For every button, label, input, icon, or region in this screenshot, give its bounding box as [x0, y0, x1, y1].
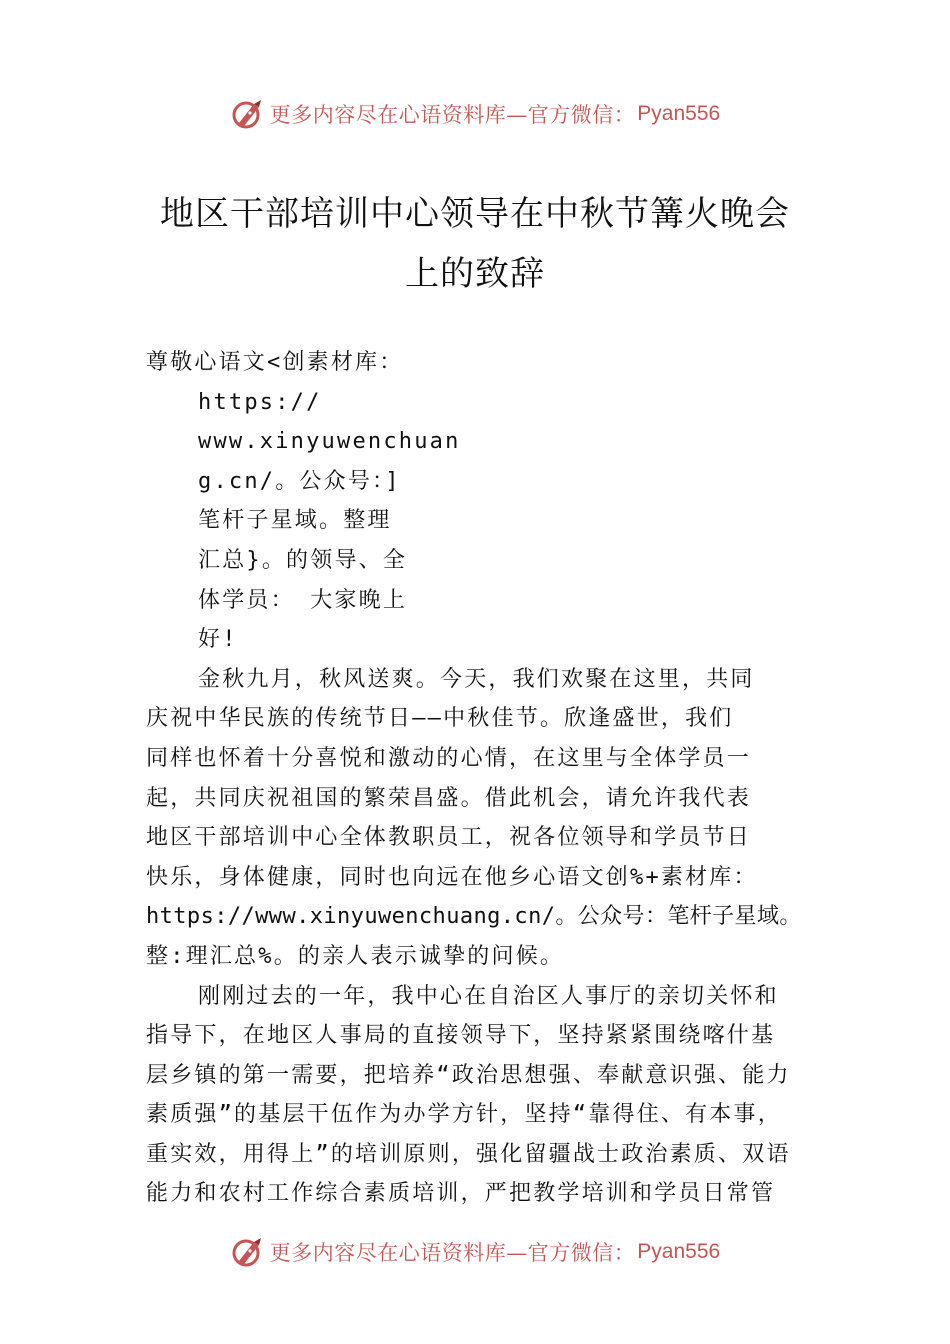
document-title-line-2: 上的致辞	[405, 254, 545, 294]
body-line: 能力和农村工作综合素质培训，严把教学培训和学员日常管	[146, 1181, 776, 1207]
body-line: 刚刚过去的一年，我中心在自治区人事厅的亲切关怀和	[198, 983, 779, 1009]
banner-wechat-id: Pyan556	[637, 1240, 721, 1263]
banner-wechat-id: Pyan556	[637, 102, 721, 125]
body-line: 指导下，在地区人事局的直接领导下，坚持紧紧围绕喀什基	[146, 1023, 776, 1049]
banner-text: 更多内容尽在心语资料库—官方微信：	[269, 103, 636, 127]
pen-nib-circle-icon	[230, 97, 264, 131]
document-body	[146, 343, 836, 1214]
footer-watermark-banner	[0, 1230, 950, 1274]
body-line: 同样也怀着十分喜悦和激动的心情，在这里与全体学员一	[146, 745, 752, 771]
body-line: 金秋九月，秋风送爽。今天，我们欢聚在这里，共同	[198, 666, 755, 692]
body-line: 整:理汇总%。的亲人表示诚挚的问候。	[146, 943, 565, 969]
body-line: https://www.xinyuwenchuang.cn/。公众号：笔杆子星域。	[146, 904, 802, 930]
body-line: 汇总}。的领导、全	[198, 547, 408, 573]
body-line: 快乐，身体健康，同时也向远在他乡心语文创%+素材库：	[146, 864, 758, 890]
body-line: 素质强”的基层干伍作为办学方针，坚持“靠得住、有本事，	[146, 1102, 782, 1128]
header-watermark-banner	[0, 92, 950, 136]
body-line: 起，共同庆祝祖国的繁荣昌盛。借此机会，请允许我代表	[146, 785, 752, 811]
body-line: 尊敬心语文<创素材库：	[146, 350, 404, 375]
banner-text: 更多内容尽在心语资料库—官方微信：	[269, 1241, 636, 1265]
body-line: 重实效，用得上”的培训原则，强化留疆战士政治素质、双语	[146, 1141, 791, 1167]
body-line: 层乡镇的第一需要，把培养“政治思想强、奉献意识强、能力	[146, 1062, 791, 1088]
pen-nib-circle-icon	[230, 1235, 264, 1269]
body-line: 体学员： 大家晚上	[198, 587, 408, 613]
body-line: www.xinyuwenchuan	[198, 429, 461, 455]
body-line: 好!	[198, 627, 238, 653]
body-line: g.cn/。公众号：]	[198, 468, 401, 494]
body-line: 庆祝中华民族的传统节日——中秋佳节。欣逢盛世，我们	[146, 706, 734, 732]
body-line: 笔杆子星域。整理	[198, 508, 392, 534]
body-line: 地区干部培训中心全体教职员工，祝各位领导和学员节日	[146, 825, 752, 851]
document-title-line-1: 地区干部培训中心领导在中秋节篝火晚会	[160, 194, 790, 234]
body-line: https://	[198, 389, 322, 415]
